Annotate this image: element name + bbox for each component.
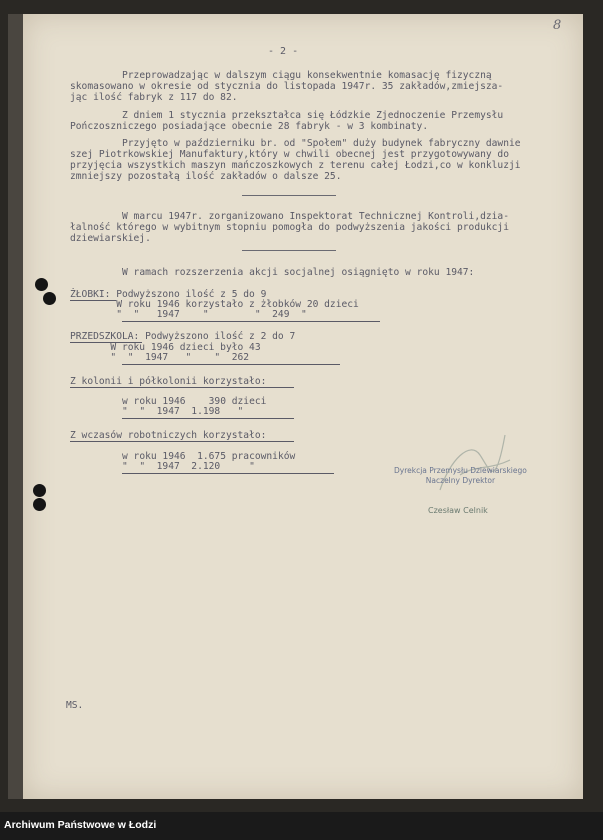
- para2-line1: Z dniem 1 stycznia przekształca się Łódzkie Zjednoczenie Przemysłu: [122, 110, 504, 121]
- social-intro: W ramach rozszerzenia akcji socjalnej osiągnięto w roku 1947:: [122, 267, 475, 278]
- handwritten-page-number: 8: [553, 18, 562, 33]
- wczasy-line1: w roku 1946 1.675 pracowników: [122, 451, 296, 462]
- para1-line1: Przeprowadzając w dalszym ciągu konsekwentnie komasację fizyczną: [122, 70, 492, 81]
- para3-line2: szej Piotrkowskiej Manufaktury,który w chwili obecnej jest przygotowywany do: [70, 149, 509, 160]
- separator-1: [242, 195, 336, 196]
- zlobki-bottom-rule: [122, 321, 380, 322]
- stamp-office: Dyrekcja Przemysłu Dziewiarskiego Naczelny Dyrektor: [394, 466, 527, 485]
- para3-line3: przyjęcia wszystkich maszyn mańczoszkowych z terenu całej Łodzi,co w konkluzji: [70, 160, 521, 171]
- binder-hole: [43, 292, 56, 305]
- wczasy-bottom-rule: [122, 473, 334, 474]
- kolonie-line2: " " 1947 1.198 ": [122, 406, 244, 417]
- przedszkola-line3: " " 1947 " " 262: [70, 352, 250, 363]
- wczasy-underline: [70, 441, 294, 442]
- signature-mark: [420, 420, 520, 500]
- para3-line1: Przyjęto w październiku br. od "Społem" duży budynek fabryczny dawnie: [122, 138, 521, 149]
- kolonie-line1: w roku 1946 390 dzieci: [122, 396, 267, 407]
- page-number: - 2 -: [268, 46, 299, 57]
- para4-line2: łalność którego w wybitnym stopniu pomogła do podwyższenia jakości produkcji: [70, 222, 509, 233]
- zlobki-line1: ŻŁOBKI: Podwyższono ilość z 5 do 9: [70, 289, 267, 300]
- para1-line2: skomasowano w okresie od stycznia do listopada 1947r. 35 zakładów,zmiejsza-: [70, 81, 504, 92]
- kolonie-title: Z kolonii i półkolonii korzystało:: [70, 376, 267, 387]
- stamp-name: Czesław Celnik: [428, 506, 488, 515]
- para4-line3: dziewiarskiej.: [70, 233, 151, 244]
- binder-hole: [33, 484, 46, 497]
- kolonie-bottom-rule: [122, 418, 294, 419]
- zlobki-line3: " " 1947 " " 249 ": [70, 309, 307, 320]
- para3-line4: zmniejszy pozostałą ilość zakładów o dalsze 25.: [70, 171, 342, 182]
- binder-hole: [35, 278, 48, 291]
- binder-hole: [33, 498, 46, 511]
- przedszkola-line2: W roku 1946 dzieci było 43: [70, 342, 261, 353]
- wczasy-line2: " " 1947 2.120 ": [122, 461, 255, 472]
- ms-initials: MS.: [66, 700, 84, 711]
- przedszkola-line1: PRZEDSZKOLA: Podwyższono ilość z 2 do 7: [70, 331, 296, 342]
- zlobki-line2: W roku 1946 korzystało z żłobków 20 dzieci: [70, 299, 359, 310]
- wczasy-title: Z wczasów robotniczych korzystało:: [70, 430, 267, 441]
- przedszkola-bottom-rule: [122, 364, 340, 365]
- kolonie-underline: [70, 387, 294, 388]
- separator-2: [242, 250, 336, 251]
- para1-line3: jąc ilość fabryk z 117 do 82.: [70, 92, 238, 103]
- archive-name: Archiwum Państwowe w Łodzi: [4, 819, 157, 831]
- page-edge-shadow: [8, 14, 23, 799]
- para2-line2: Pończoszniczego posiadające obecnie 28 fabryk - w 3 kombinaty.: [70, 121, 429, 132]
- para4-line1: W marcu 1947r. zorganizowano Inspektorat Technicznej Kontroli,dzia-: [122, 211, 509, 222]
